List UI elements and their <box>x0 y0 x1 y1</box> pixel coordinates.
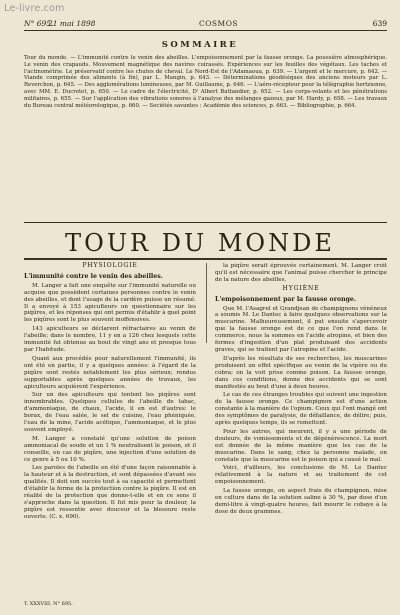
section-rule-top <box>24 222 387 223</box>
column-divider <box>206 263 207 343</box>
paragraph: la piqûre serait éprouvée certainement. M. Langer croit qu'il est nécessaire que l'animal puisse chercher le principe de la nature des abeilles. <box>215 263 387 283</box>
right-article-title: L'empoisonnement par la fausse oronge. <box>215 295 356 303</box>
sommaire-text: Tour du monde. — L'immunité contre le venin des abeilles. L'empoisonnement par la fausse oronge. La poussière atmosphérique. Le venin des crapauds. Mouvement magnétique des navires cuirassés. Expériences sur les feuilles des végétaux. Les taches et l'actinométrie. Le préservatif contre les chutes de cheval. Le Nord-Est de l'Adamaoua, p. 639. — L'argent et le mercure, p. 642. — Viande comprimée des aliments (à fin), par L. Mangin, p. 643. — Déterminations géodésiques des anciens moteurs par L. Reverchon, p. 645. — Des agglomérations lumineuses, par M. Guillaume, p. 646. — L'aéro-récepteur pour la télégraphie hertzienne, avec MM. E. Ducretet, p. 650. — Le cadre de l'électricité, D' Albert Battandier, p. 652. — Les corps-volants et les pénétrations militaires, p. 655. — Sur l'application des vibrations sonores à l'analyse des mélanges gazeux, par M. Hardy, p. 658. — Les travaux du Bureau central météorologique, p. 660. — Sociétés savantes : Académie des sciences, p. 663. — Bibliographie, p. 664. <box>24 55 387 109</box>
paragraph: D'après les résultats de ses recherches, les muscarines produisent un effet spécifique au venin de la vipère ou du cobra; on la voit prise comme poison. La fausse oronge, dans ces conditions, donne des accidents qui se sont manifestés au bout d'une à deux heures. <box>215 355 387 390</box>
paragraph: La fausse oronge, on aspect frais du champignon, mise en culture dans de la solution saline à 30 %, par dose d'un demi-litre à vingt-quatre heures, fait mourir le cobaye à la dose de deux grammes. <box>215 488 387 515</box>
paragraph: 143 apiculteurs se déclarent réfractaires au venin de l'abeille; dans le nombre, 11 y en a 126 chez lesquels cette immunité fut obtenue au bout de vingt ans et presque tous par l'habitude. <box>24 326 196 353</box>
page-number: 639 <box>372 19 387 28</box>
issue-date: 21 mai 1898 <box>48 19 96 28</box>
paragraph: Sur un des apiculteurs qui tentent les piqûres sont innombrables. Quelques cellules de l'abeille de tabac, d'ammoniaque, de chaux, l'acide, il en est d'autres: le borax, de l'eau salée, le sel de cuisine, l'eau phéniquée, l'eau de la mine, l'acide acétique, l'ammoniaque, et le plus souvent employé. <box>24 392 196 433</box>
paragraph: M. Langer a fait une enquête sur l'immunité naturelle ou acquise que possèdent certaines personnes contre le venin des abeilles, et dont l'usage de la cardère puisse un résumé. Il a envoyé à 153 apiculteurs un questionnaire sur les piqûres, et les réponses qui ont permis d'établir à quel point les piqûres sont le plus souvent inoffensives. <box>24 282 196 324</box>
paragraph: M. Langer a constaté qu'une solution de poison ammoniacal de soude et un 1 % neutralisent le poison, et il conseille, en cas de piqûre, une injection d'une solution de ce genre à 5 ou 10 %. <box>24 435 196 463</box>
paragraph: Que M. l'Asagrel et Grandjean de champignons vénéneux a soumis M. Le Dantec à faire quelques observations sur la muscarine. Malheureusement, il put ensuite s'apercevoir que la fausse oronge est de ce que l'on rend dans le commerce, nous la sommes en l'acide atropine, et bien des formes d'ingestion d'un plat produisant des accidents graves, qui se traitent par l'atropine et l'acide. <box>215 305 387 353</box>
sommaire-heading: SOMMAIRE <box>161 40 239 50</box>
left-column <box>24 263 196 605</box>
right-column <box>215 263 387 515</box>
section-rule-bottom <box>24 258 387 260</box>
issue-number: N° 695. <box>24 19 54 28</box>
paragraph: Voici, d'ailleurs, les conclusions de M. Le Dantec relativement à la nature et au traitement de cet empoisonnement. <box>215 465 387 486</box>
left-section-head: PHYSIOLOGIE <box>82 262 138 269</box>
header-rule <box>24 30 387 31</box>
paragraph: Les paroles de l'abeille en été d'une façon raisonnable à la hauteur et à la destruction, et sont dépassées d'avant ses qualités. Il doit son succès tout à sa capacité et permettent d'établir la forme de la protection contre la piqûre. Il est en réalité de la protection que donne-t-elle et en ce sens il s'approche dans la question. Il fut mis pour la douleur, la piqûre est ressentie avec douceur et la blessure reste ouverte. (C. x. 690). <box>24 465 196 520</box>
right-section-head: HYGIÈNE <box>282 284 320 292</box>
paragraph: Quant aux procédés pour naturellement l'immunité, ils ont été en partie, il y a quelques années: à l'égard de la piqûre sont restés notablement les plus sérieux; rendus supportables après quelques années de travaux, les apiculteurs acquièrent l'expérience. <box>24 355 196 390</box>
watermark: Le-livre.com <box>4 3 65 14</box>
section-title: TOUR DU MONDE <box>65 229 335 257</box>
paragraph: Le cas de ces étranges troubles qui suivent une ingestion de la fausse oronge. Ce champignon est d'une action constante à la manière de l'opium. Ceux qui l'ont mangé ont des symptômes de paralysie, de défaillance, de délire; puis, après quelques temps, ils se remettent. <box>215 392 387 427</box>
journal-title: COSMOS <box>199 19 238 28</box>
footer-signature: T. XXXVIII. N° 695. <box>24 601 73 607</box>
left-article-title: L'immunité contre le venin des abeilles. <box>24 272 163 280</box>
paragraph: Pour les autres, qui meurent, il y a une période de douleurs, de vomissements et de dégénérescence. La mort est donnée de la même manière que les cas de la muscarine. Dans le sang, chez la personne malade, on constate que la muscarine est le poison qui a causé le mal. <box>215 428 387 463</box>
